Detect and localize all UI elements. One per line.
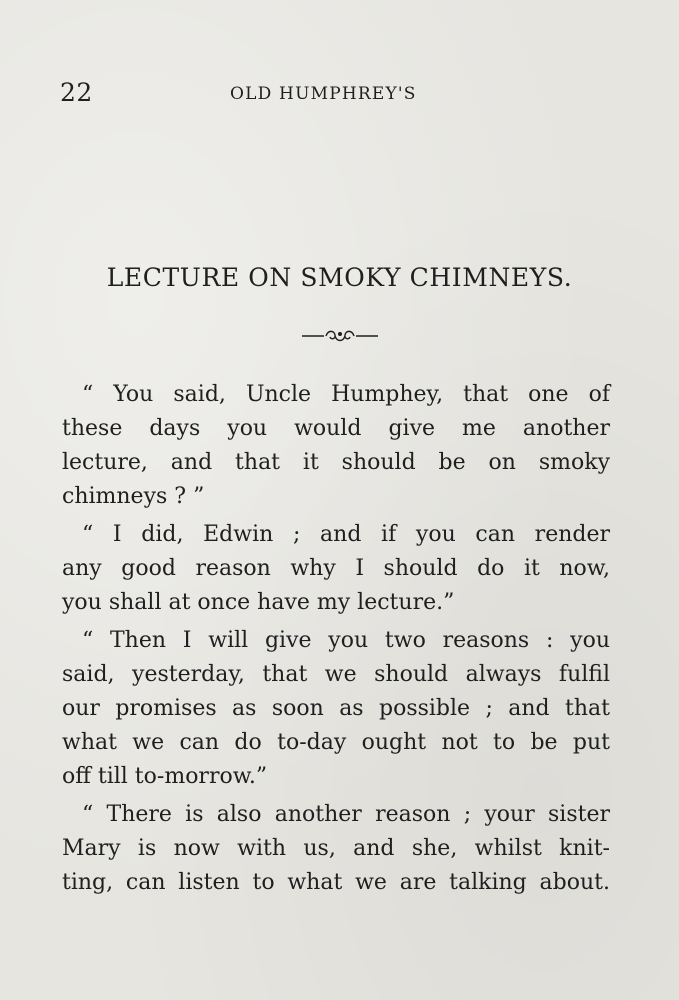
running-title: OLD HUMPHREY'S bbox=[230, 84, 417, 104]
text-line: what we can do to-day ought not to be put bbox=[62, 730, 610, 755]
text-line: you shall at once have my lecture.” bbox=[62, 590, 455, 615]
text-line: chimneys ? ” bbox=[62, 484, 205, 509]
text-line: lecture, and that it should be on smoky bbox=[62, 450, 610, 475]
text-line: our promises as soon as possible ; and that bbox=[62, 696, 610, 721]
text-line: “ Then I will give you two reasons : you bbox=[82, 628, 610, 653]
text-line: “ You said, Uncle Humphey, that one of bbox=[82, 382, 610, 407]
text-line: said, yesterday, that we should always fulfil bbox=[62, 662, 610, 687]
paragraph bbox=[62, 624, 610, 794]
ornament-divider bbox=[0, 326, 679, 346]
text-line: these days you would give me another bbox=[62, 416, 610, 441]
text-line: off till to-morrow.” bbox=[62, 764, 268, 789]
paragraph bbox=[62, 798, 610, 900]
paragraph bbox=[62, 518, 610, 620]
text-line: ting, can listen to what we are talking about. bbox=[62, 870, 610, 895]
paragraph bbox=[62, 378, 610, 514]
text-line: any good reason why I should do it now, bbox=[62, 556, 610, 581]
text-line: “ I did, Edwin ; and if you can render bbox=[82, 522, 610, 547]
text-line: “ There is also another reason ; your sister bbox=[82, 802, 610, 827]
ornament-flourish-icon bbox=[300, 326, 380, 346]
running-header bbox=[60, 78, 612, 112]
body-text bbox=[62, 378, 610, 900]
chapter-title: LECTURE ON SMOKY CHIMNEYS. bbox=[106, 263, 573, 292]
text-line: Mary is now with us, and she, whilst knit- bbox=[62, 836, 610, 861]
page-number: 22 bbox=[60, 78, 93, 107]
